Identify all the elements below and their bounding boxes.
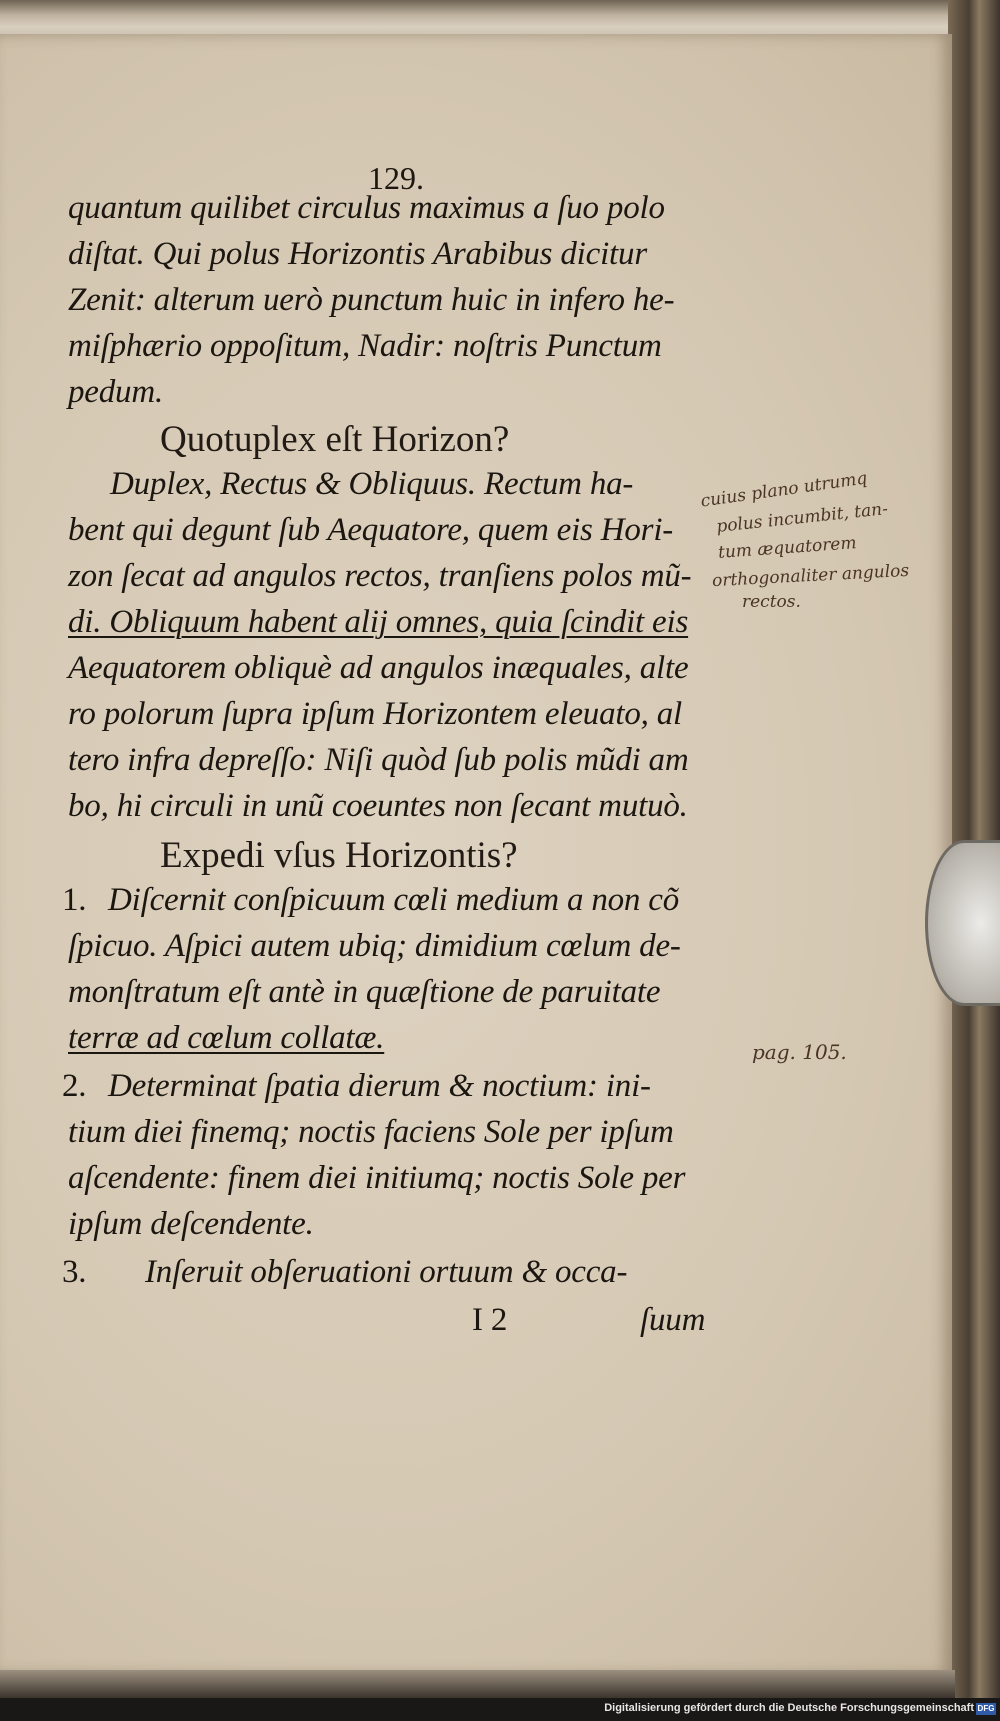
text-line: aſcendente: finem diei initiumq; noctis Sole per bbox=[68, 1160, 686, 1196]
catchword: ſuum bbox=[640, 1302, 706, 1338]
margin-note-line: polus incumbit, tan- bbox=[715, 499, 889, 537]
text-line: bent qui degunt ſub Aequatore, quem eis Hori- bbox=[68, 512, 674, 548]
text-line: Zenit: alterum uerò punctum huic in infero he- bbox=[68, 282, 675, 318]
text-line: ſpicuo. Aſpici autem ubiq; dimidium cœlum de- bbox=[68, 928, 681, 964]
item-number: 2. bbox=[62, 1068, 87, 1104]
margin-note-line: cuius plano utrumq bbox=[699, 468, 869, 512]
text-line: tero infra depreſſo: Niſi quòd ſub polis mũdi am bbox=[68, 742, 689, 778]
section-heading: Quotuplex eſt Horizon? bbox=[160, 419, 510, 460]
margin-note-line: rectos. bbox=[742, 592, 801, 612]
dfg-logo: DFG bbox=[977, 1704, 995, 1713]
text-line: ro polorum ſupra ipſum Horizontem eleuato, al bbox=[68, 696, 683, 732]
text-line: miſphærio oppoſitum, Nadir: noſtris Punctum bbox=[68, 328, 662, 364]
margin-note-pag: pag. 105. bbox=[752, 1040, 847, 1064]
margin-note-line: orthogonaliter angulos bbox=[711, 560, 910, 592]
text-line: pedum. bbox=[68, 374, 164, 410]
footer-credit: Digitalisierung gefördert durch die Deutsche Forschungsgemeinschaft bbox=[604, 1702, 974, 1714]
text-line: diſtat. Qui polus Horizontis Arabibus dicitur bbox=[68, 236, 647, 272]
text-line: Diſcernit conſpicuum cœli medium a non cõ bbox=[108, 882, 680, 918]
signature-mark: I 2 bbox=[472, 1302, 508, 1338]
text-line: Determinat ſpatia dierum & noctium: ini- bbox=[108, 1068, 651, 1104]
text-line: terræ ad cœlum collatæ. bbox=[68, 1020, 385, 1056]
text-line: ipſum deſcendente. bbox=[68, 1206, 314, 1242]
margin-note-line: tum æquatorem bbox=[717, 533, 858, 563]
text-line: di. Obliquum habent alij omnes, quia ſcindit eis bbox=[68, 604, 689, 640]
text-line: Duplex, Rectus & Obliquus. Rectum ha- bbox=[110, 466, 634, 502]
page-edge-bottom bbox=[0, 1670, 955, 1698]
text-line: Aequatorem obliquè ad angulos inæquales, alte bbox=[68, 650, 689, 686]
text-line: zon ſecat ad angulos rectos, tranſiens polos mũ- bbox=[68, 558, 692, 594]
section-heading: Expedi vſus Horizontis? bbox=[160, 835, 518, 876]
item-number: 1. bbox=[62, 882, 87, 918]
text-line: Inſeruit obſeruationi ortuum & occa- bbox=[145, 1254, 628, 1290]
page-number: 129. bbox=[368, 160, 424, 196]
text-line: tium diei finemq; noctis faciens Sole per ipſum bbox=[68, 1114, 674, 1150]
item-number: 3. bbox=[62, 1254, 87, 1290]
text-line: quantum quilibet circulus maximus a ſuo polo bbox=[68, 190, 665, 226]
page-edge-top bbox=[0, 0, 955, 38]
text-line: bo, hi circuli in unũ coeuntes non ſecant mutuò. bbox=[68, 788, 688, 824]
page-clip bbox=[925, 840, 1000, 1006]
text-line: monſtratum eſt antè in quæſtione de paruitate bbox=[68, 974, 661, 1010]
